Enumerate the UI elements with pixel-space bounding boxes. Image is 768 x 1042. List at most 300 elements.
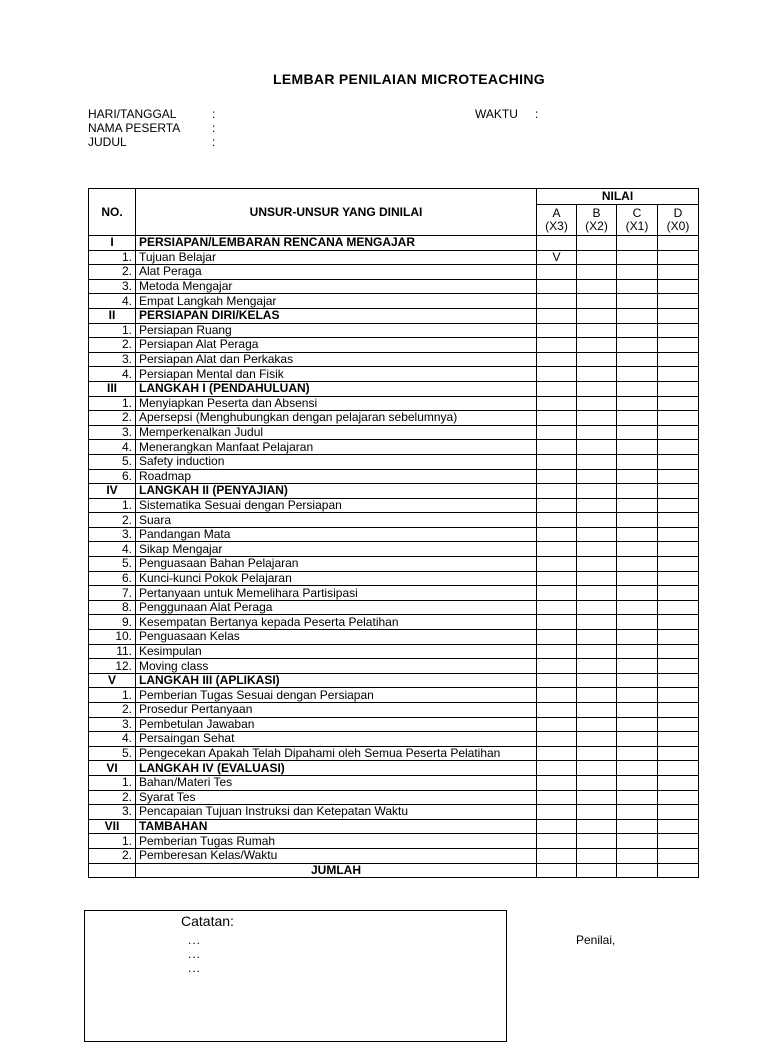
section-row: [89, 819, 699, 834]
item-number: 8.: [89, 600, 136, 615]
section-number: I: [89, 236, 136, 251]
score-cell[interactable]: [537, 411, 577, 426]
table-row: [89, 513, 699, 528]
score-cell[interactable]: [537, 294, 577, 309]
item-label: Prosedur Pertanyaan: [136, 703, 537, 718]
table-row: [89, 775, 699, 790]
section-title: LANGKAH III (APLIKASI): [136, 673, 537, 688]
section-title: PERSIAPAN/LEMBARAN RENCANA MENGAJAR: [136, 236, 537, 251]
item-label: Tujuan Belajar: [136, 250, 537, 265]
score-cell[interactable]: [537, 644, 577, 659]
item-label: Syarat Tes: [136, 790, 537, 805]
score-cell[interactable]: [577, 367, 617, 382]
section-row: [89, 381, 699, 396]
score-cell[interactable]: [537, 454, 577, 469]
section-title: TAMBAHAN: [136, 819, 537, 834]
score-cell[interactable]: [658, 469, 699, 484]
table-row: [89, 848, 699, 863]
score-cell[interactable]: [617, 265, 658, 280]
score-cell: [537, 308, 577, 323]
item-number: 1.: [89, 834, 136, 849]
score-cell[interactable]: [658, 732, 699, 747]
score-cell: [537, 381, 577, 396]
table-row: [89, 790, 699, 805]
item-number: 2.: [89, 338, 136, 353]
score-cell: [658, 236, 699, 251]
section-number: VII: [89, 819, 136, 834]
score-cell[interactable]: [617, 615, 658, 630]
score-cell[interactable]: [658, 498, 699, 513]
score-cell: [617, 484, 658, 499]
score-cell[interactable]: [617, 790, 658, 805]
score-cell[interactable]: [577, 615, 617, 630]
score-cell[interactable]: [617, 352, 658, 367]
score-cell[interactable]: [577, 265, 617, 280]
score-cell[interactable]: [537, 425, 577, 440]
score-cell[interactable]: [617, 644, 658, 659]
item-number: 9.: [89, 615, 136, 630]
score-cell[interactable]: [577, 279, 617, 294]
item-label: Menyiapkan Peserta dan Absensi: [136, 396, 537, 411]
score-cell[interactable]: [537, 717, 577, 732]
score-cell[interactable]: [617, 805, 658, 820]
notes-label: Catatan:: [181, 913, 234, 929]
table-row: [89, 644, 699, 659]
item-number: 2.: [89, 265, 136, 280]
field-time-label: WAKTU: [475, 107, 518, 121]
score-cell[interactable]: [658, 440, 699, 455]
table-row: [89, 469, 699, 484]
notes-line: ...: [188, 933, 202, 947]
score-cell[interactable]: [577, 746, 617, 761]
score-cell: [577, 484, 617, 499]
score-cell[interactable]: [617, 834, 658, 849]
item-label: Persaingan Sehat: [136, 732, 537, 747]
score-cell[interactable]: [658, 279, 699, 294]
item-number: 1.: [89, 396, 136, 411]
score-cell[interactable]: [577, 834, 617, 849]
score-cell[interactable]: [658, 396, 699, 411]
score-cell[interactable]: [577, 790, 617, 805]
item-number: 7.: [89, 586, 136, 601]
item-number: 2.: [89, 790, 136, 805]
score-cell[interactable]: [577, 848, 617, 863]
score-cell: [658, 381, 699, 396]
score-cell[interactable]: [577, 352, 617, 367]
score-cell[interactable]: [658, 411, 699, 426]
score-cell: [577, 673, 617, 688]
score-cell[interactable]: [658, 542, 699, 557]
section-row: [89, 484, 699, 499]
section-row: [89, 236, 699, 251]
score-cell: [537, 761, 577, 776]
table-row: [89, 338, 699, 353]
score-cell[interactable]: [537, 367, 577, 382]
score-cell: [617, 308, 658, 323]
field-date-label: HARI/TANGGAL: [88, 107, 177, 121]
score-cell[interactable]: [537, 557, 577, 572]
table-row: [89, 659, 699, 674]
score-cell: [617, 761, 658, 776]
score-cell[interactable]: [658, 367, 699, 382]
score-cell[interactable]: [617, 425, 658, 440]
score-cell[interactable]: [537, 659, 577, 674]
score-cell[interactable]: [658, 848, 699, 863]
score-cell[interactable]: [658, 630, 699, 645]
score-cell[interactable]: [617, 454, 658, 469]
score-cell: [577, 308, 617, 323]
table-row: [89, 396, 699, 411]
score-cell[interactable]: [537, 790, 577, 805]
score-cell[interactable]: [577, 586, 617, 601]
item-label: Alat Peraga: [136, 265, 537, 280]
column-header-no: NO.: [89, 189, 136, 236]
score-cell[interactable]: [658, 615, 699, 630]
score-cell[interactable]: [617, 717, 658, 732]
score-cell[interactable]: [617, 279, 658, 294]
score-cell[interactable]: [537, 600, 577, 615]
item-label: Penggunaan Alat Peraga: [136, 600, 537, 615]
column-header-items: UNSUR-UNSUR YANG DINILAI: [136, 189, 537, 236]
score-cell[interactable]: [577, 775, 617, 790]
score-cell[interactable]: [617, 600, 658, 615]
table-row: [89, 703, 699, 718]
item-label: Memperkenalkan Judul: [136, 425, 537, 440]
item-number: 6.: [89, 469, 136, 484]
total-score-cell[interactable]: [577, 863, 617, 878]
score-cell: [658, 308, 699, 323]
score-cell[interactable]: [617, 688, 658, 703]
grade-header-a: [537, 205, 577, 236]
section-number: III: [89, 381, 136, 396]
score-cell[interactable]: [658, 717, 699, 732]
score-cell: [658, 761, 699, 776]
score-cell[interactable]: [577, 513, 617, 528]
item-number: 12.: [89, 659, 136, 674]
grade-header-b: [577, 205, 617, 236]
score-cell[interactable]: [658, 775, 699, 790]
score-cell[interactable]: [537, 746, 577, 761]
section-title: LANGKAH IV (EVALUASI): [136, 761, 537, 776]
score-cell[interactable]: [658, 834, 699, 849]
score-cell[interactable]: [537, 703, 577, 718]
item-label: Kesempatan Bertanya kepada Peserta Pelatihan: [136, 615, 537, 630]
item-number: 4.: [89, 542, 136, 557]
score-cell[interactable]: [537, 805, 577, 820]
score-cell[interactable]: [617, 469, 658, 484]
score-cell[interactable]: [617, 513, 658, 528]
item-number: 2.: [89, 848, 136, 863]
table-row: [89, 411, 699, 426]
score-cell: [577, 236, 617, 251]
table-row: [89, 834, 699, 849]
item-label: Sikap Mengajar: [136, 542, 537, 557]
score-cell[interactable]: [617, 659, 658, 674]
item-label: Safety induction: [136, 454, 537, 469]
score-cell[interactable]: [537, 440, 577, 455]
score-cell[interactable]: [617, 586, 658, 601]
grade-header-d: [658, 205, 699, 236]
field-name-separator: :: [212, 121, 216, 135]
item-label: Pemberian Tugas Sesuai dengan Persiapan: [136, 688, 537, 703]
score-cell: [617, 673, 658, 688]
score-cell[interactable]: [577, 571, 617, 586]
item-number: 3.: [89, 717, 136, 732]
score-cell[interactable]: [577, 688, 617, 703]
grade-header-c: [617, 205, 658, 236]
score-cell[interactable]: [658, 659, 699, 674]
total-score-cell[interactable]: [537, 863, 577, 878]
item-label: Pembetulan Jawaban: [136, 717, 537, 732]
table-row: [89, 265, 699, 280]
column-header-score: NILAI: [537, 189, 699, 205]
table-row: [89, 367, 699, 382]
score-cell[interactable]: [617, 527, 658, 542]
score-cell[interactable]: [658, 586, 699, 601]
score-cell[interactable]: [658, 805, 699, 820]
section-row: [89, 308, 699, 323]
score-cell: [537, 673, 577, 688]
score-cell[interactable]: [658, 600, 699, 615]
field-topic-separator: :: [212, 135, 216, 149]
score-cell[interactable]: [537, 513, 577, 528]
item-number: 10.: [89, 630, 136, 645]
score-cell[interactable]: [658, 790, 699, 805]
score-cell[interactable]: [577, 454, 617, 469]
table-row: [89, 571, 699, 586]
score-cell[interactable]: [537, 688, 577, 703]
item-number: 11.: [89, 644, 136, 659]
score-cell: [537, 819, 577, 834]
score-cell[interactable]: [577, 703, 617, 718]
field-name-label: NAMA PESERTA: [88, 121, 181, 135]
score-cell: [577, 381, 617, 396]
score-cell[interactable]: [537, 630, 577, 645]
item-label: Kesimpulan: [136, 644, 537, 659]
item-label: Pertanyaan untuk Memelihara Partisipasi: [136, 586, 537, 601]
total-score-cell[interactable]: [617, 863, 658, 878]
score-cell[interactable]: [658, 294, 699, 309]
item-number: 3.: [89, 425, 136, 440]
score-cell[interactable]: [617, 848, 658, 863]
item-label: Sistematika Sesuai dengan Persiapan: [136, 498, 537, 513]
score-cell[interactable]: [617, 542, 658, 557]
score-cell[interactable]: [658, 338, 699, 353]
item-number: 3.: [89, 352, 136, 367]
score-cell[interactable]: [658, 703, 699, 718]
score-cell[interactable]: V: [537, 250, 577, 265]
table-row: [89, 717, 699, 732]
score-cell[interactable]: [577, 440, 617, 455]
score-cell[interactable]: [577, 294, 617, 309]
score-cell[interactable]: [577, 250, 617, 265]
item-number: 3.: [89, 805, 136, 820]
item-label: Menerangkan Manfaat Pelajaran: [136, 440, 537, 455]
score-cell[interactable]: [577, 542, 617, 557]
score-cell[interactable]: [577, 630, 617, 645]
score-cell[interactable]: [537, 352, 577, 367]
score-cell[interactable]: [537, 775, 577, 790]
score-cell: [658, 819, 699, 834]
score-cell[interactable]: [658, 644, 699, 659]
score-cell[interactable]: [617, 557, 658, 572]
score-cell[interactable]: [658, 454, 699, 469]
score-cell[interactable]: [658, 323, 699, 338]
score-cell[interactable]: [537, 279, 577, 294]
score-cell[interactable]: [617, 250, 658, 265]
score-cell[interactable]: [617, 732, 658, 747]
total-score-cell[interactable]: [658, 863, 699, 878]
score-cell[interactable]: [537, 396, 577, 411]
table-row: [89, 250, 699, 265]
table-row: [89, 323, 699, 338]
item-label: Metoda Mengajar: [136, 279, 537, 294]
score-cell[interactable]: [617, 775, 658, 790]
section-row: [89, 673, 699, 688]
score-cell[interactable]: [617, 323, 658, 338]
total-no-cell: [89, 863, 136, 878]
score-cell[interactable]: [537, 615, 577, 630]
score-cell[interactable]: [537, 571, 577, 586]
item-label: Penguasaan Bahan Pelajaran: [136, 557, 537, 572]
grade-weight: (X3): [545, 219, 568, 233]
score-cell[interactable]: [537, 323, 577, 338]
score-cell[interactable]: [537, 834, 577, 849]
item-number: 1.: [89, 250, 136, 265]
grade-letter: D: [673, 206, 683, 220]
item-label: Pemberian Tugas Rumah: [136, 834, 537, 849]
score-cell[interactable]: [658, 513, 699, 528]
table-row: [89, 498, 699, 513]
score-cell: [658, 484, 699, 499]
score-cell: [537, 484, 577, 499]
score-cell[interactable]: [537, 586, 577, 601]
notes-line: ...: [188, 961, 202, 975]
score-cell[interactable]: [658, 250, 699, 265]
score-cell[interactable]: [577, 396, 617, 411]
score-cell[interactable]: [658, 265, 699, 280]
table-row: [89, 688, 699, 703]
score-cell[interactable]: [577, 600, 617, 615]
score-cell[interactable]: [537, 338, 577, 353]
score-cell[interactable]: [658, 688, 699, 703]
score-cell[interactable]: [577, 659, 617, 674]
score-cell[interactable]: [577, 644, 617, 659]
field-time-separator: :: [535, 107, 539, 121]
item-number: 1.: [89, 775, 136, 790]
score-cell[interactable]: [617, 746, 658, 761]
score-cell[interactable]: [617, 703, 658, 718]
score-cell[interactable]: [577, 498, 617, 513]
score-cell[interactable]: [577, 411, 617, 426]
score-cell[interactable]: [537, 542, 577, 557]
score-cell[interactable]: [617, 367, 658, 382]
score-cell: [617, 236, 658, 251]
score-cell[interactable]: [537, 265, 577, 280]
score-cell[interactable]: [577, 557, 617, 572]
score-cell[interactable]: [577, 425, 617, 440]
notes-box: [84, 910, 507, 1042]
item-label: Persiapan Mental dan Fisik: [136, 367, 537, 382]
item-label: Penguasaan Kelas: [136, 630, 537, 645]
section-title: LANGKAH I (PENDAHULUAN): [136, 381, 537, 396]
score-cell[interactable]: [577, 338, 617, 353]
score-cell[interactable]: [658, 527, 699, 542]
item-number: 3.: [89, 279, 136, 294]
total-row: [89, 863, 699, 878]
score-cell[interactable]: [617, 338, 658, 353]
table-row: [89, 746, 699, 761]
item-label: Empat Langkah Mengajar: [136, 294, 537, 309]
item-number: 2.: [89, 411, 136, 426]
section-number: VI: [89, 761, 136, 776]
score-cell[interactable]: [577, 527, 617, 542]
score-cell[interactable]: [537, 527, 577, 542]
item-number: 4.: [89, 440, 136, 455]
notes-line: ...: [188, 947, 202, 961]
item-label: Persiapan Alat Peraga: [136, 338, 537, 353]
section-title: PERSIAPAN DIRI/KELAS: [136, 308, 537, 323]
section-title: LANGKAH II (PENYAJIAN): [136, 484, 537, 499]
score-cell[interactable]: [577, 732, 617, 747]
score-cell[interactable]: [617, 571, 658, 586]
grade-letter: A: [552, 206, 561, 220]
table-row: [89, 586, 699, 601]
score-cell[interactable]: [658, 352, 699, 367]
item-number: 6.: [89, 571, 136, 586]
score-cell[interactable]: [537, 469, 577, 484]
grade-letter: B: [592, 206, 601, 220]
table-row: [89, 279, 699, 294]
score-cell[interactable]: [617, 440, 658, 455]
table-row: [89, 440, 699, 455]
item-number: 1.: [89, 688, 136, 703]
table-row: [89, 557, 699, 572]
score-cell: [537, 236, 577, 251]
score-cell[interactable]: [617, 498, 658, 513]
score-cell[interactable]: [658, 746, 699, 761]
score-cell[interactable]: [617, 294, 658, 309]
score-cell[interactable]: [537, 498, 577, 513]
total-label: JUMLAH: [136, 863, 537, 878]
score-cell[interactable]: [577, 805, 617, 820]
score-cell[interactable]: [617, 411, 658, 426]
score-cell[interactable]: [577, 323, 617, 338]
score-cell[interactable]: [537, 732, 577, 747]
score-cell[interactable]: [658, 425, 699, 440]
table-row: [89, 294, 699, 309]
score-cell[interactable]: [617, 396, 658, 411]
score-cell[interactable]: [577, 469, 617, 484]
score-cell: [617, 381, 658, 396]
grade-weight: (X0): [666, 219, 690, 233]
item-label: Bahan/Materi Tes: [136, 775, 537, 790]
score-cell[interactable]: [658, 571, 699, 586]
item-number: 4.: [89, 294, 136, 309]
table-row: [89, 630, 699, 645]
score-cell[interactable]: [617, 630, 658, 645]
item-label: Moving class: [136, 659, 537, 674]
table-row: [89, 615, 699, 630]
score-cell: [617, 819, 658, 834]
table-row: [89, 600, 699, 615]
score-cell[interactable]: [577, 717, 617, 732]
score-cell[interactable]: [537, 848, 577, 863]
field-date-separator: :: [212, 107, 216, 121]
table-row: [89, 805, 699, 820]
item-number: 1.: [89, 498, 136, 513]
score-cell[interactable]: [658, 557, 699, 572]
